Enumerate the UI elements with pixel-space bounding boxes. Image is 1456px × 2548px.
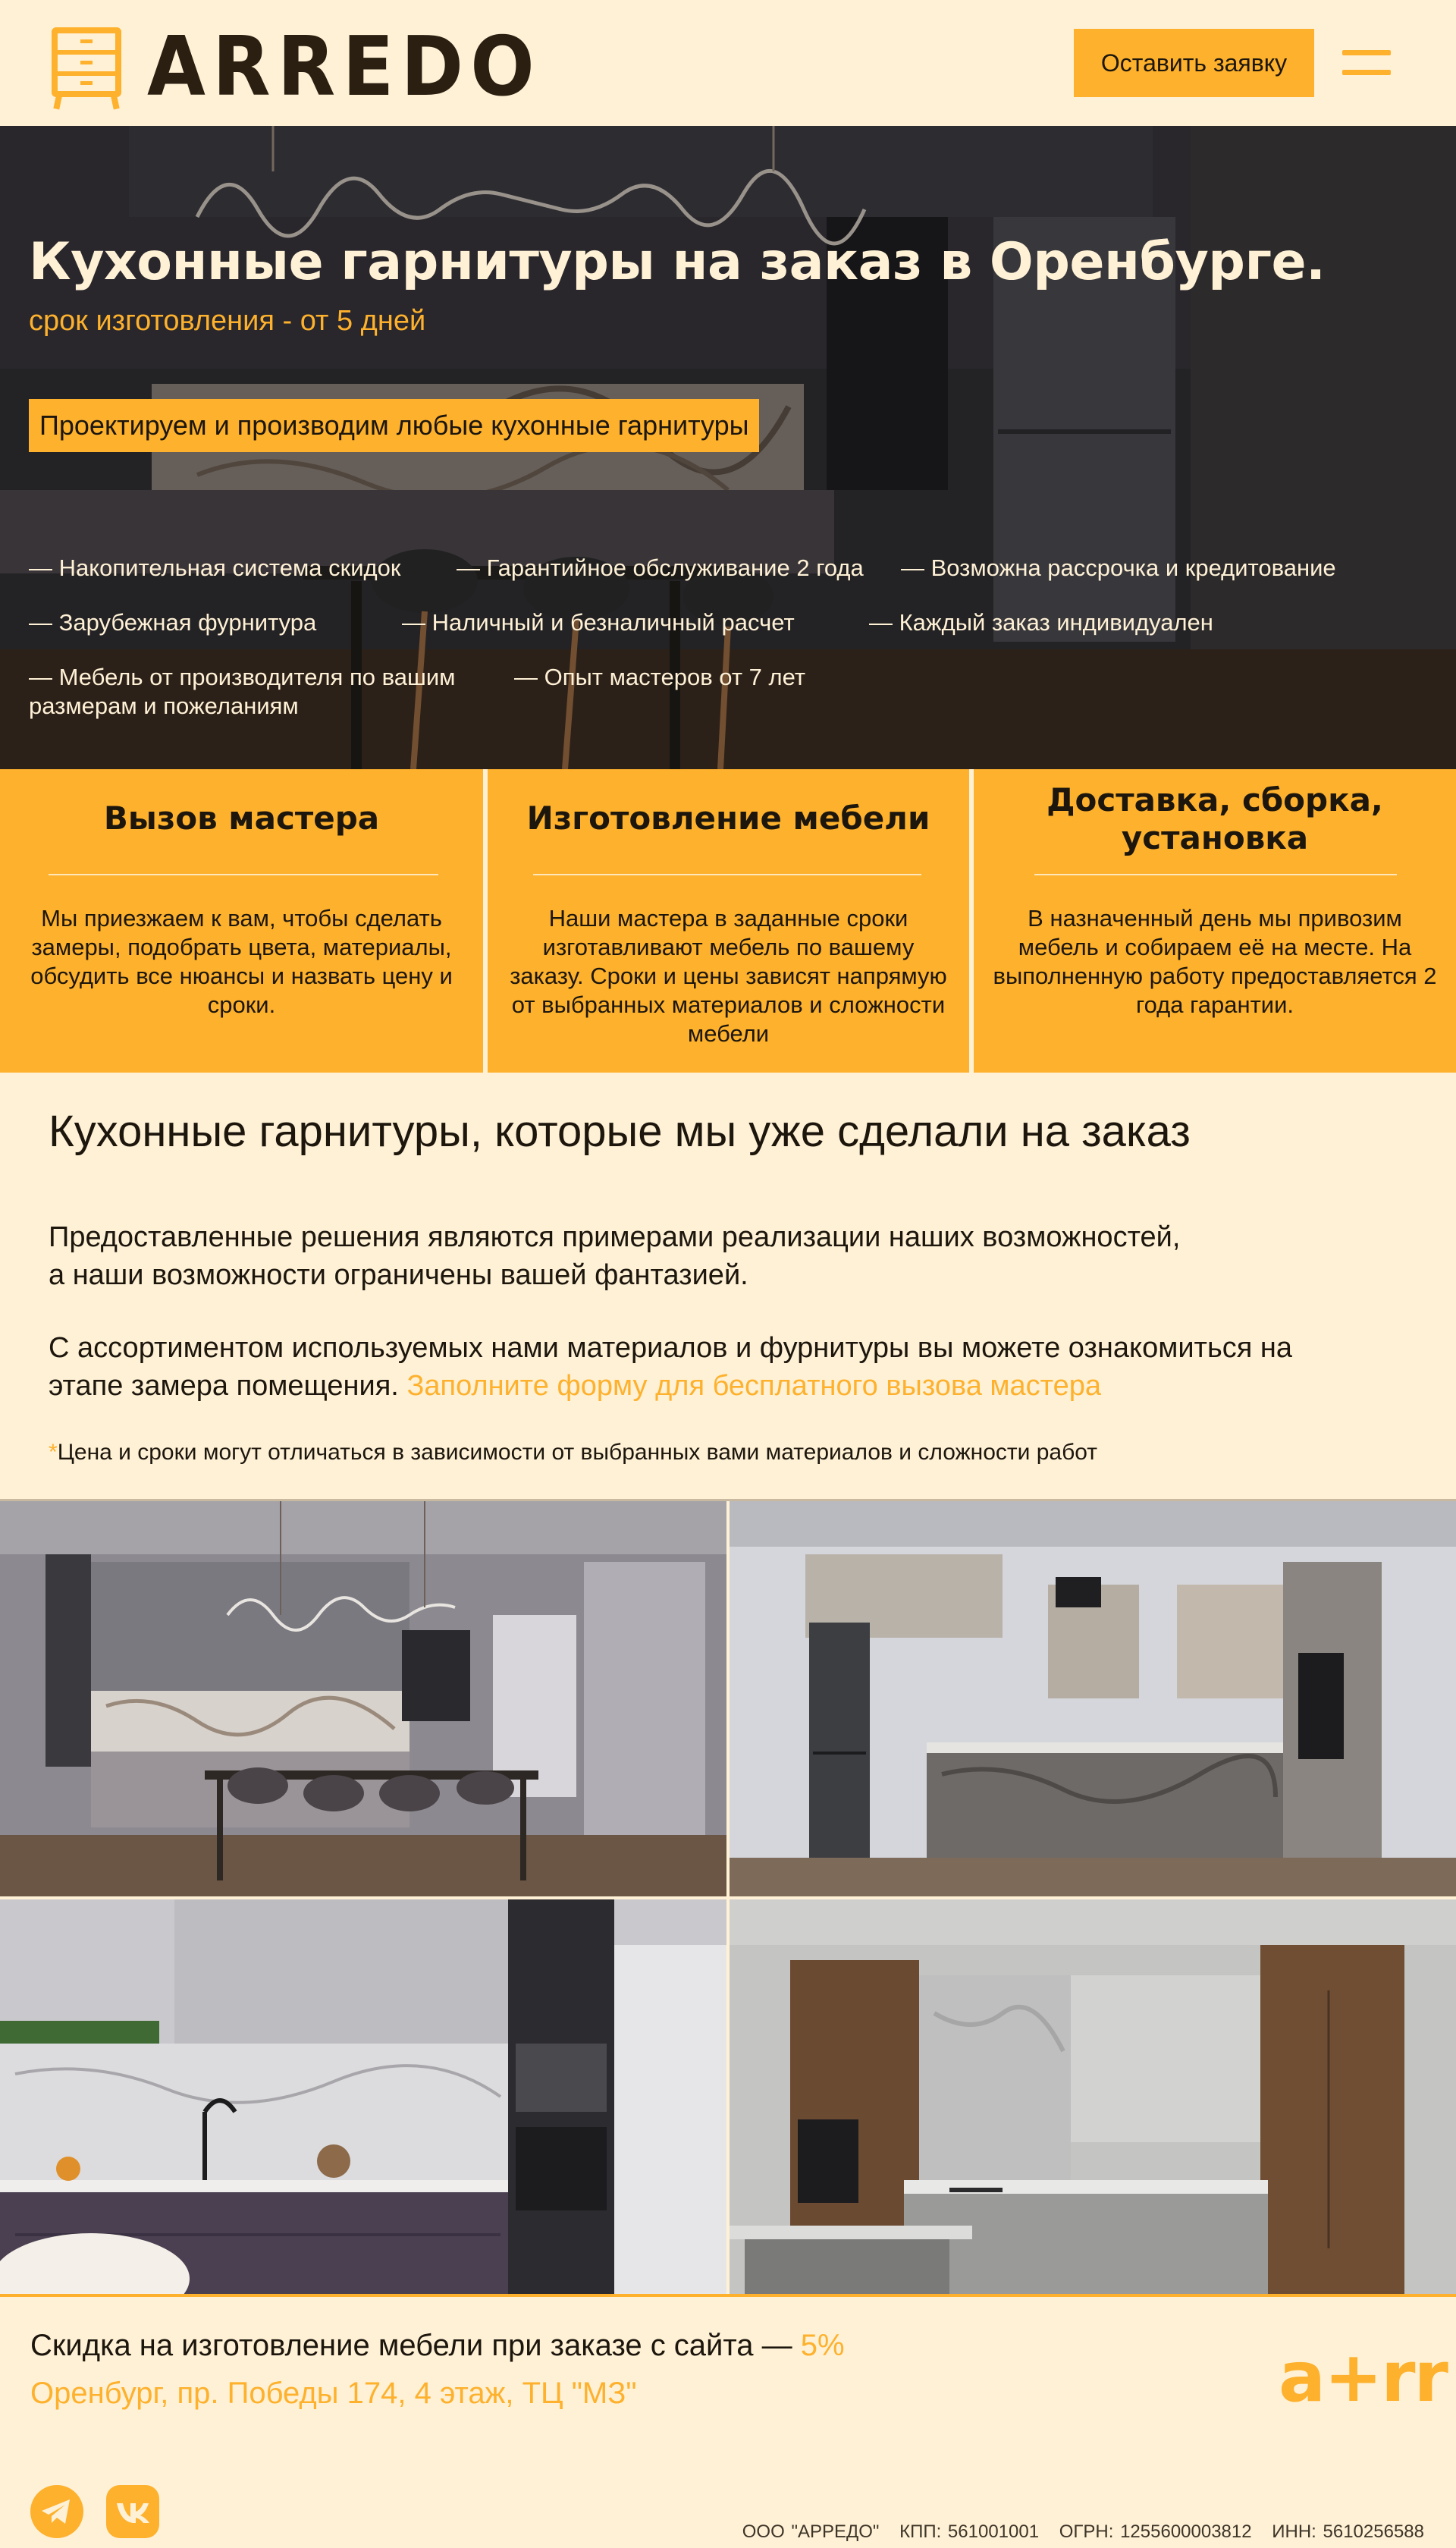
request-button[interactable]: Оставить заявку [1074, 29, 1314, 97]
feature-item: — Наличный и безналичный расчет [402, 609, 795, 636]
section-title: Кухонные гарнитуры, которые мы уже сделали на заказ [49, 1107, 1191, 1156]
divider [49, 874, 438, 875]
service-card [974, 769, 1456, 1073]
brand-mark: a+rr [1279, 2336, 1447, 2418]
telegram-icon[interactable] [30, 2485, 83, 2538]
services-section [0, 769, 1456, 1073]
feature-item: размерам и пожеланиям [29, 693, 299, 719]
menu-icon[interactable] [1342, 50, 1391, 76]
ogrn: ОГРН: 1255600003812 [1059, 2521, 1252, 2542]
feature-item: — Накопительная система скидок [29, 555, 401, 581]
info-line [49, 1367, 1292, 1405]
note-text: Цена и сроки могут отличаться в зависимости от выбранных вами материалов и сложности работ [57, 1440, 1098, 1465]
kitchen-photo[interactable] [0, 1899, 726, 2296]
kitchen-photo[interactable] [730, 1899, 1456, 2296]
feature-item: — Каждый заказ индивидуален [869, 609, 1213, 636]
service-title: Вызов мастера [103, 800, 380, 837]
price-note [49, 1440, 1097, 1466]
hero-section [0, 126, 1456, 769]
info-text: этапе замера помещения. [49, 1370, 399, 1402]
portfolio-gallery [0, 1499, 1456, 2294]
feature-item: — Зарубежная фурнитура [29, 609, 317, 636]
kitchen-photo[interactable] [730, 1501, 1456, 1896]
hero-title: Кухонные гарнитуры на заказ в Оренбурге. [29, 232, 1326, 292]
feature-item: — Опыт мастеров от 7 лет [514, 664, 806, 690]
service-title: Изготовление мебели [526, 800, 930, 837]
service-description: Наши мастера в заданные сроки изготавливают мебель по вашему заказу. Сроки и цены зависят напрямую от выбранных материалов и сложности мебели [510, 905, 947, 1047]
kitchen-photo[interactable] [0, 1501, 726, 1896]
info-paragraph [49, 1329, 1292, 1405]
service-card [0, 769, 483, 1073]
brand-name: ARREDO [147, 20, 541, 115]
discount-value: 5% [800, 2329, 845, 2362]
asterisk: * [49, 1440, 58, 1465]
site-header [0, 0, 1456, 126]
divider [1034, 874, 1397, 875]
drawer-chest-logo-icon [49, 24, 124, 111]
discount-line [30, 2329, 845, 2363]
divider [533, 874, 921, 875]
info-paragraph [49, 1218, 1180, 1294]
info-line: а наши возможности ограничены вашей фантазией. [49, 1259, 748, 1291]
hero-subtitle: срок изготовления - от 5 дней [29, 305, 426, 337]
discount-text: Скидка на изготовление мебели при заказе с сайта — [30, 2329, 792, 2362]
vk-icon[interactable] [106, 2485, 159, 2538]
service-description: В назначенный день мы привозим мебель и собираем её на месте. На выполненную работу предоставляется 2 года гарантии. [993, 905, 1437, 1018]
address: Оренбург, пр. Победы 174, 4 этаж, ТЦ "МЗ" [30, 2377, 637, 2410]
hero-tag: Проектируем и производим любые кухонные гарнитуры [29, 399, 759, 452]
info-line: Предоставленные решения являются примерами реализации наших возможностей, [49, 1221, 1181, 1253]
request-form-link[interactable]: Заполните форму для бесплатного вызова мастера [406, 1370, 1102, 1402]
service-card [488, 769, 969, 1073]
kpp: КПП: 561001001 [899, 2521, 1040, 2542]
company-name: ООО "АРРЕДО" [742, 2521, 880, 2542]
site-footer [0, 2294, 1456, 2548]
feature-item: — Гарантийное обслуживание 2 года [457, 555, 864, 581]
info-line: С ассортиментом используемых нами материалов и фурнитуры вы можете ознакомиться на [49, 1332, 1293, 1364]
feature-item: — Мебель от производителя по вашим [29, 664, 456, 690]
legal-info [729, 2521, 1424, 2543]
service-title: Доставка, сборка, установка [1046, 781, 1383, 856]
feature-item: — Возможна рассрочка и кредитование [901, 555, 1336, 581]
inn: ИНН: 5610256588 [1272, 2521, 1424, 2542]
service-description: Мы приезжаем к вам, чтобы сделать замеры, подобрать цвета, материалы, обсудить все нюансы и назвать цену и сроки. [30, 905, 453, 1018]
logo[interactable] [49, 20, 576, 115]
